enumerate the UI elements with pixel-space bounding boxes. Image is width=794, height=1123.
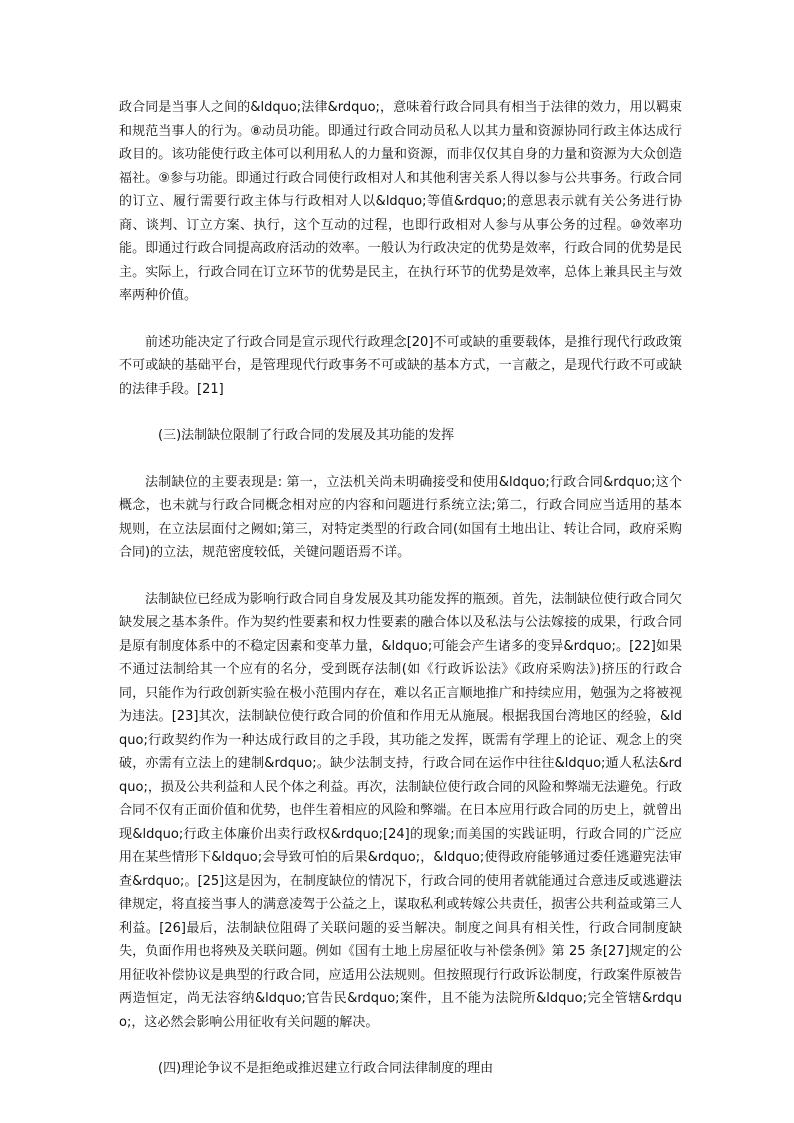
paragraph: 前述功能决定了行政合同是宣示现代行政理念[20]不可或缺的重要载体，是推行现代行政政策不可或缺的基础平台，是管理现代行政事务不可或缺的基本方式，一言蔽之，是现代行政不可或缺的法律手段。[21]	[119, 334, 682, 397]
section-heading-3: (三)法制缺位限制了行政合同的发展及其功能的发挥	[158, 428, 455, 443]
document-body	[119, 96, 682, 1104]
paragraph: 法制缺位的主要表现是: 第一，立法机关尚未明确接受和使用&ldquo;行政合同&rdquo;这个概念，也未就与行政合同概念相对应的内容和问题进行系统立法;第二，行政合同应当适用的基本规则，在立法层面付之阙如;第三，对特定类型的行政合同(如国有土地出让、转让合同，政府采购合同)的立法，规范密度较低，关键问题语焉不详。	[119, 474, 682, 560]
section-heading-4: (四)理论争议不是拒绝或推迟建立行政合同法律制度的理由	[158, 1061, 494, 1076]
paragraph: 法制缺位已经成为影响行政合同自身发展及其功能发挥的瓶颈。首先，法制缺位使行政合同欠缺发展之基本条件。作为契约性要素和权力性要素的融合体以及私法与公法嫁接的成果，行政合同是原有制度体系中的不稳定因素和变革力量，&ldquo;可能会产生诸多的变异&rdquo;。[22]如果不通过法制给其一个应有的名分，受到既存法制(如《行政诉讼法》《政府采购法》)挤压的行政合同，只能作为行政创新实验在极小范围内存在，难以名正言顺地推广和持续应用，勉强为之将被视为违法。[23]其次，法制缺位使行政合同的价值和作用无从施展。根据我国台湾地区的经验，&ldquo;行政契约作为一种达成行政目的之手段，其功能之发挥，既需有学理上的论证、观念上的突破，亦需有立法上的建制&rdquo;。缺少法制支持，行政合同在运作中往往&ldquo;遁人私法&rdquo;，损及公共利益和人民个体之利益。再次，法制缺位使行政合同的风险和弊端无法避免。行政合同不仅有正面价值和优势，也伴生着相应的风险和弊端。在日本应用行政合同的历史上，就曾出现&ldquo;行政主体廉价出卖行政权&rdquo;[24]的现象;而美国的实践证明，行政合同的广泛应用在某些情形下&ldquo;会导致可怕的后果&rdquo;，&ldquo;使得政府能够通过委任逃避宪法审查&rdquo;。[25]这是因为，在制度缺位的情况下，行政合同的使用者就能通过合意违反或逃避法律规定，将直接当事人的满意凌驾于公益之上，谋取私利或转嫁公共责任，损害公共利益或第三人利益。[26]最后，法制缺位阻碍了关联问题的妥当解决。制度之间具有相关性，行政合同制度缺失，负面作用也将殃及关联问题。例如《国有土地上房屋征收与补偿条例》第 25 条[27]规定的公用征收补偿协议是典型的行政合同，应适用公法规则。但按照现行行政诉讼制度，行政案件原被告两造恒定，尚无法容纳&ldquo;官告民&rdquo;案件，且不能为法院所&ldquo;完全管辖&rdquo;，这必然会影响公用征收有关问题的解决。	[119, 591, 682, 1030]
paragraph-continuation: 政合同是当事人之间的&ldquo;法律&rdquo;，意味着行政合同具有相当于法律的效力，用以羁束和规范当事人的行为。⑧动员功能。即通过行政合同动员私人以其力量和资源协同行政主体达成行政目的。该功能使行政主体可以利用私人的力量和资源，而非仅仅其自身的力量和资源为大众创造福社。⑨参与功能。即通过行政合同使行政相对人和其他利害关系人得以参与公共事务。行政合同的订立、履行需要行政主体与行政相对人以&ldquo;等值&rdquo;的意思表示就有关公务进行协商、谈判、订立方案、执行，这个互动的过程，也即行政相对人参与从事公务的过程。⑩效率功能。即通过行政合同提高政府活动的效率。一般认为行政决定的优势是效率，行政合同的优势是民主。实际上，行政合同在订立环节的优势是民主，在执行环节的优势是效率，总体上兼具民主与效率两种价值。	[119, 100, 683, 303]
